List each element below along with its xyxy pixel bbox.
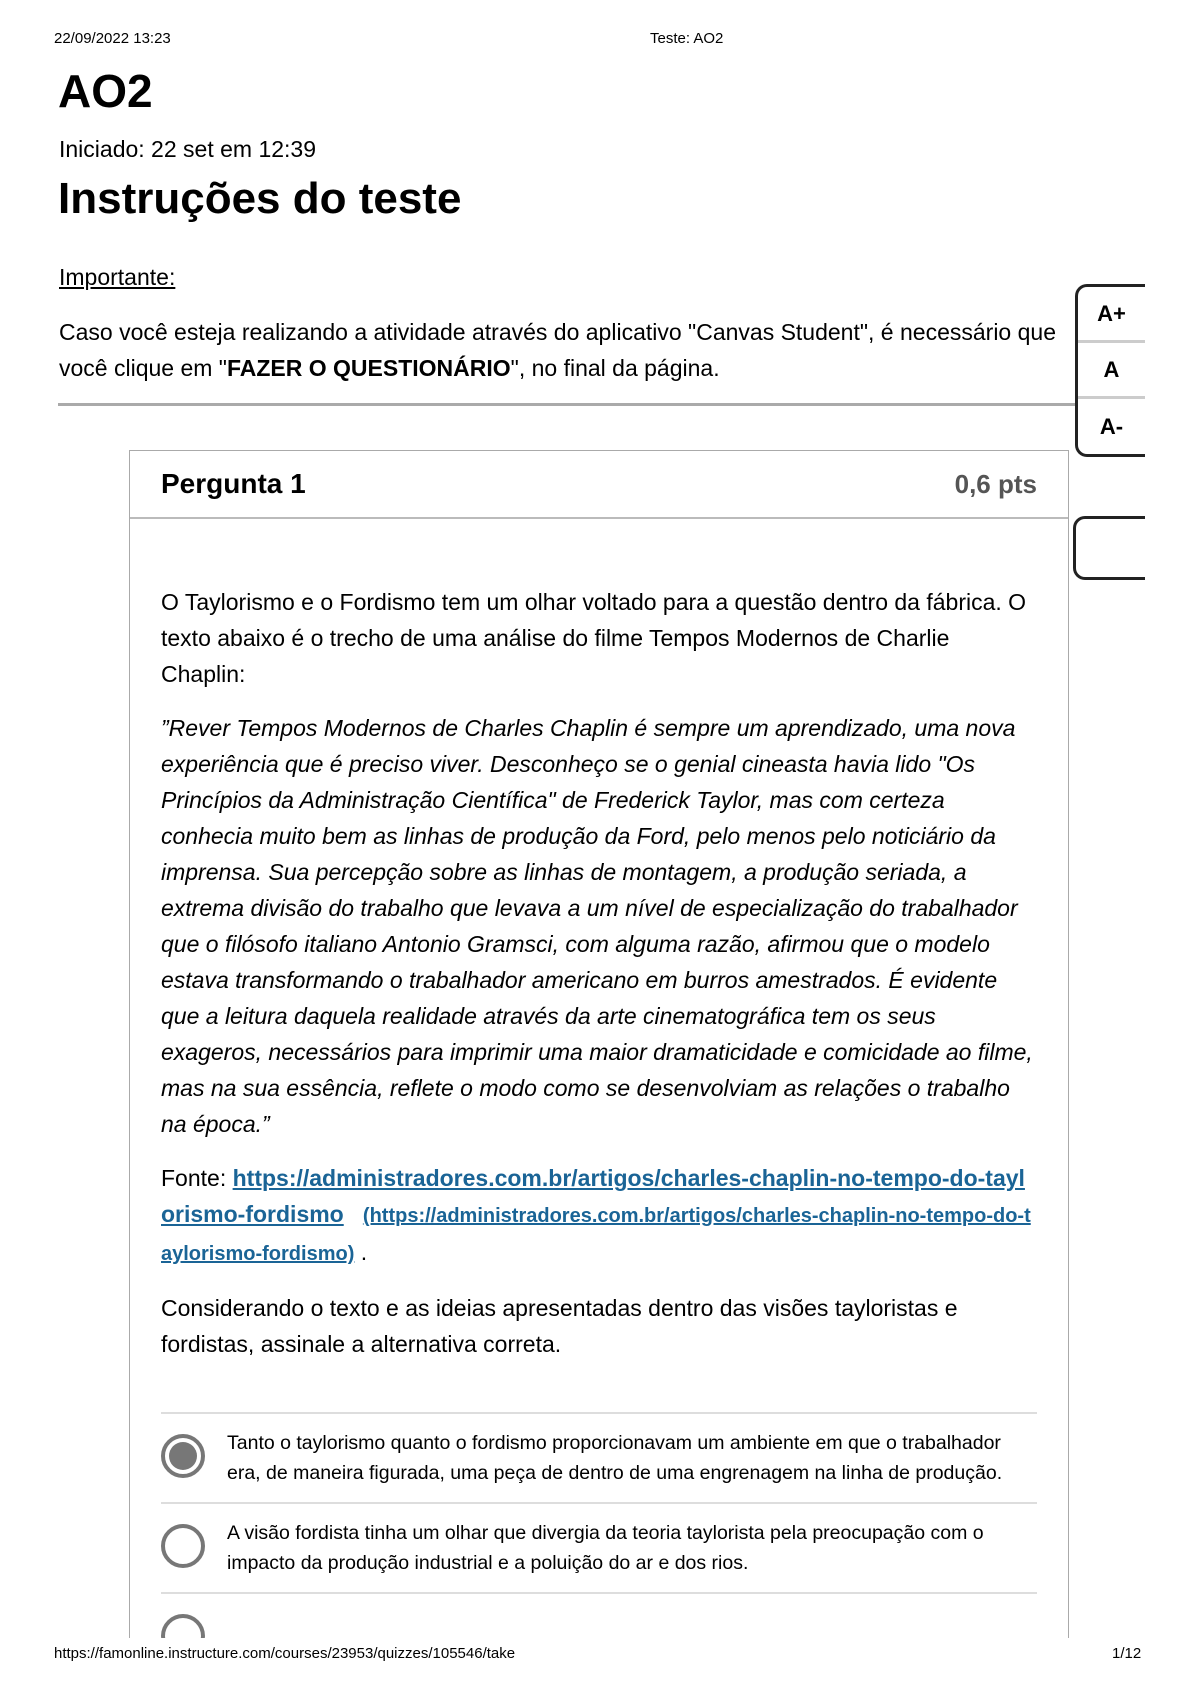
divider — [58, 403, 1076, 406]
font-reset-button[interactable]: A — [1078, 343, 1145, 399]
instructions-bold: FAZER O QUESTIONÁRIO — [226, 355, 511, 381]
instructions-post: ", no final da página. — [510, 355, 720, 381]
question-title: Pergunta 1 — [161, 468, 306, 499]
question-header — [130, 451, 1068, 519]
question-points: 0,6 pts — [954, 468, 1037, 499]
question-prompt: Considerando o texto e as ideias apresentadas dentro das visões tayloristas e fordistas, assinale a alternativa correta. — [161, 1295, 958, 1357]
print-page-title: Teste: AO2 — [650, 30, 724, 47]
answer-text: A visão fordista tinha um olhar que divergia da teoria taylorista pela preocupação com o impacto da produção industrial e a poluição do ar e dos rios. — [227, 1522, 984, 1574]
question-source — [161, 1160, 1037, 1272]
question-body — [130, 519, 1068, 1672]
question-card — [129, 450, 1069, 1684]
important-label: Importante: — [59, 264, 176, 290]
print-url: https://famonline.instructure.com/courses/23953/quizzes/105546/take — [54, 1645, 516, 1662]
radio-selected-icon[interactable] — [161, 1434, 205, 1478]
source-end: . — [354, 1239, 368, 1265]
question-intro: O Taylorismo e o Fordismo tem um olhar voltado para a questão dentro da fábrica. O texto abaixo é o trecho de uma análise do filme Tempos Modernos de Charlie Chaplin: — [161, 589, 1027, 687]
print-datetime: 22/09/2022 13:23 — [54, 30, 171, 47]
instructions-pre: Caso você esteja realizando a atividade através do aplicativo "Canvas Student", é necessário que você clique em " — [59, 319, 1056, 381]
radio-unselected-icon[interactable] — [161, 1524, 205, 1568]
answer-text: Tanto o taylorismo quanto o fordismo proporcionavam um ambiente em que o trabalhador era, de maneira figurada, uma peça de dentro de uma engrenagem na linha de produção. — [227, 1432, 1003, 1484]
instructions-text — [59, 314, 1079, 386]
answer-options — [161, 1412, 1037, 1672]
source-link[interactable]: https://administradores.com.br/artigos/charles-chaplin-no-tempo-do-taylorismo-fordismo — [161, 1165, 1025, 1227]
source-link-paren[interactable]: (https://administradores.com.br/artigos/charles-chaplin-no-tempo-do-taylorismo-fordismo) — [161, 1205, 1031, 1265]
font-decrease-button[interactable]: A- — [1099, 414, 1124, 439]
font-increase-button[interactable]: A+ — [1078, 287, 1145, 343]
instructions-heading: Instruções do teste — [58, 174, 462, 223]
question-quote: ”Rever Tempos Modernos de Charles Chaplin é sempre um aprendizado, uma nova experiência que é preciso viver. Desconheço se o genial cineasta havia lido "Os Princípios da Administração Científica" de Frederick Taylor, mas com certeza conhecia muito bem as linhas de produção da Ford, pelo menos pelo noticiário da imprensa. Sua percepção sobre as linhas de montagem, a produção seriada, a extrema divisão do trabalho que levava a um nível de especialização do trabalhador que o filósofo italiano Antonio Gramsci, com alguma razão, afirmou que o modelo estava transformando o trabalhador americano em burros amestrados. É evidente que a leitura daquela realidade através da arte cinematográfica tem os seus exageros, necessários para imprimir uma maior dramaticidade e comicidade ao filme, mas na sua essência, reflete o modo como se desenvolviam as relações o trabalho na época.” — [161, 715, 1033, 1137]
started-time: Iniciado: 22 set em 12:39 — [59, 136, 316, 162]
print-page-number: 1/12 — [1112, 1645, 1142, 1662]
quiz-title: AO2 — [58, 65, 153, 117]
font-size-controls — [1075, 284, 1145, 457]
answer-option[interactable] — [161, 1412, 1037, 1502]
side-panel-button[interactable] — [1073, 516, 1145, 580]
source-label: Fonte: — [161, 1165, 233, 1191]
answer-option[interactable] — [161, 1502, 1037, 1592]
